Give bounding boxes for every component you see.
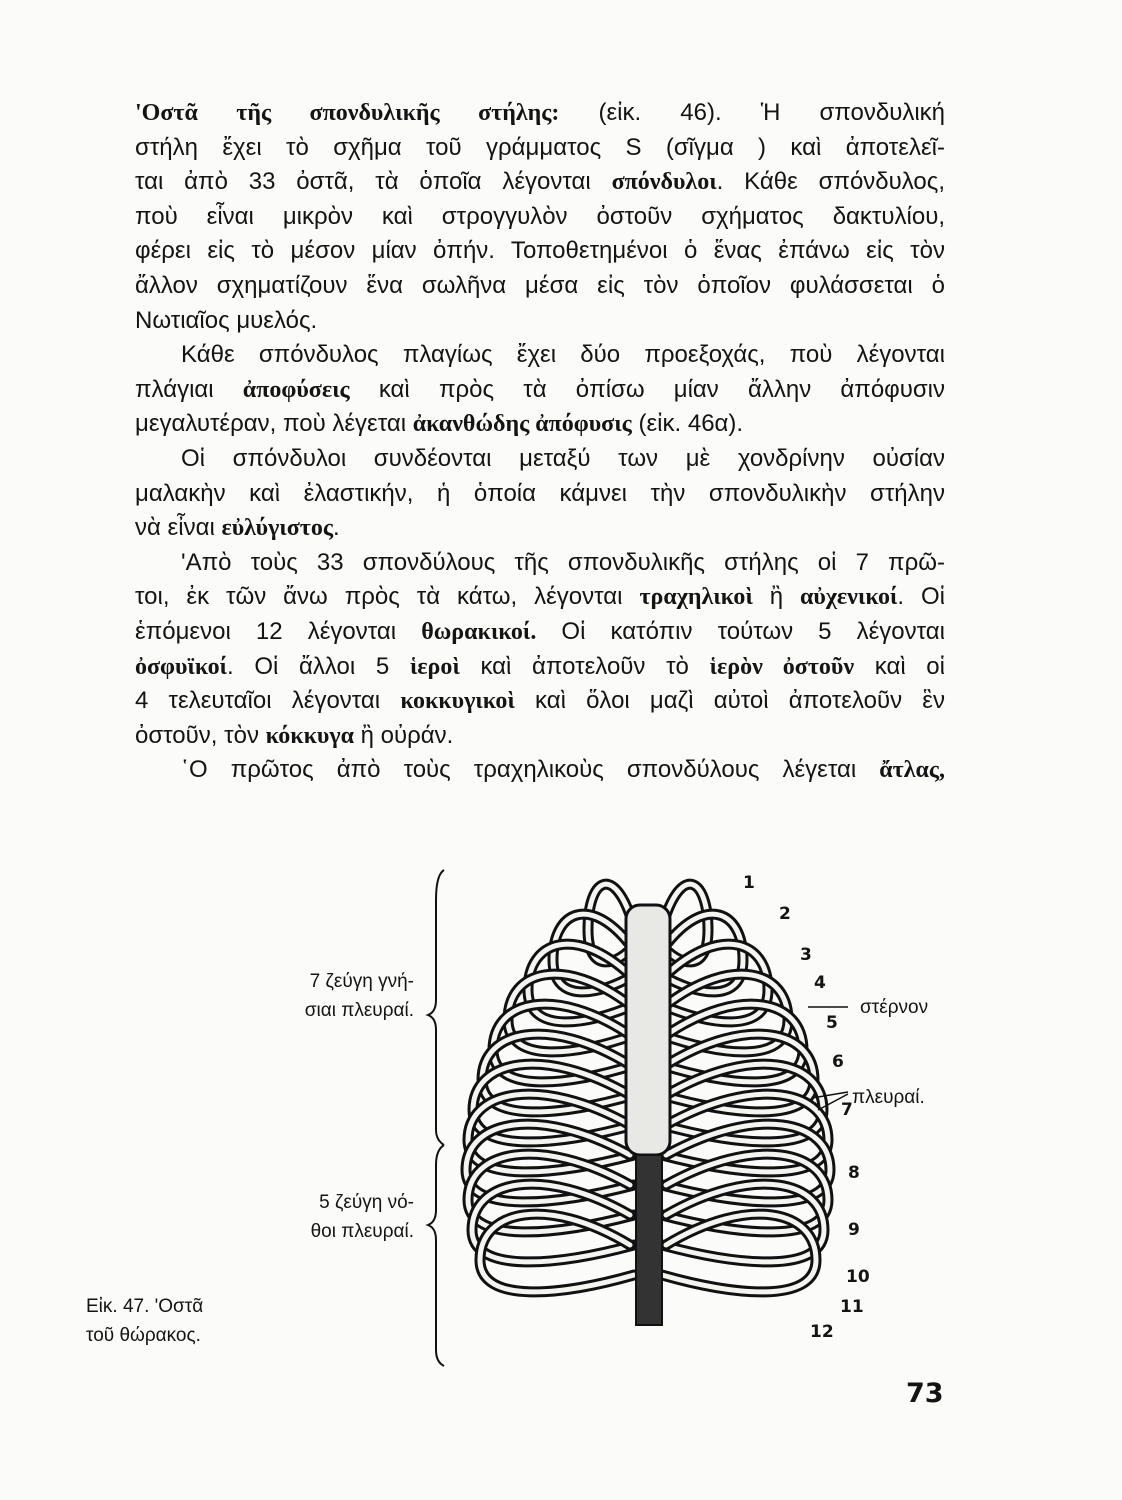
text-span: μαλακὴν καὶ ἐλαστικήν, ἡ ὁποία κάμνει τὴν σπονδυλικὴν στήλην: [135, 479, 945, 507]
text-span: στήλη ἔχει τὸ σχῆμα τοῦ γράμματος S (σῖγμα ) καὶ ἀποτελεῖ-: [135, 133, 945, 161]
text-span: ἢ οὐράν.: [353, 721, 454, 749]
bold-term: τραχηλικοὶ: [639, 584, 753, 611]
sternum-label: στέρνον: [860, 997, 929, 1018]
false-ribs-label-line: θοι πλευραί.: [310, 1221, 414, 1242]
text-span: (εἰκ. 46α).: [631, 410, 744, 438]
rib-number: 12: [810, 1322, 834, 1342]
bold-term: ἄτλας,: [879, 757, 945, 784]
text-span: .: [332, 514, 340, 542]
text-span: καὶ οἱ: [854, 652, 945, 680]
bold-term: θωρακικοί.: [421, 618, 537, 645]
text-span: ποὺ εἶναι μικρὸν καὶ στρογγυλὸν ὀστοῦν σχήματος δακτυλίου,: [135, 202, 945, 230]
spine: [636, 1155, 662, 1325]
rib-number: 10: [846, 1267, 870, 1287]
ribs-label: πλευραί.: [852, 1087, 925, 1108]
bold-term: εὐλύγιστος: [221, 515, 333, 542]
bold-term: σπόνδυλοι: [611, 169, 717, 196]
text-span: . Οἱ ἄλλοι 5: [227, 652, 410, 680]
text-span: φέρει εἰς τὸ μέσον μίαν ὀπήν. Τοποθετημένοι ὁ ἕνας ἐπάνω εἰς τὸν: [135, 237, 945, 265]
text-span: μεγαλυτέραν, ποὺ λέγεται: [135, 410, 413, 438]
page-number: 73: [906, 1378, 944, 1409]
text-span: Νωτιαῖος μυελός.: [135, 306, 318, 334]
text-span: 'Απὸ τοὺς 33 σπονδύλους τῆς σπονδυλικῆς στήλης οἱ 7 πρῶ-: [181, 548, 945, 576]
true-ribs-label-line: 7 ζεύγη γνή-: [309, 971, 414, 992]
rib-number: 1: [743, 873, 755, 893]
bold-term: ἱερὸν ὀστοῦν: [709, 653, 855, 680]
text-span: ἢ: [752, 583, 800, 611]
text-span: 4 τελευταῖοι λέγονται: [135, 687, 401, 715]
text-span: Κάθε σπόνδυλος πλαγίως ἔχει δύο προεξοχάς, ποὺ λέγονται: [181, 341, 945, 369]
rib-number: 6: [832, 1052, 844, 1072]
figure-caption-line: Εἰκ. 47. 'Οστᾶ: [86, 1296, 204, 1317]
text-span: ὀστοῦν, τὸν: [135, 721, 266, 749]
brace-false-ribs: [428, 1145, 444, 1366]
rib-number: 4: [814, 973, 826, 993]
brace-true-ribs: [428, 870, 444, 1145]
figure-caption-line: τοῦ θώρακος.: [86, 1325, 201, 1346]
text-span: (εἰκ. 46). Ἡ σπονδυλική: [559, 99, 946, 126]
bold-term: 'Οστᾶ τῆς σπονδυλικῆς στήλης:: [135, 100, 560, 126]
text-span: Οἱ σπόνδυλοι συνδέονται μεταξύ των μὲ χονδρίνην οὐσίαν: [181, 444, 945, 472]
rib-number: 11: [840, 1297, 864, 1317]
sternum: [626, 905, 670, 1155]
text-span: τοι, ἐκ τῶν ἄνω πρὸς τὰ κάτω, λέγονται: [135, 583, 640, 611]
text-span: καὶ πρὸς τὰ ὀπίσω μίαν ἄλλην ἀπόφυσιν: [349, 375, 945, 403]
bold-term: ἀκανθώδης ἀπόφυσις: [412, 411, 632, 438]
true-ribs-label-line: σιαι πλευραί.: [304, 1000, 414, 1021]
bold-term: ὀσφυϊκοί: [135, 653, 228, 680]
false-ribs-label-line: 5 ζεύγη νό-: [319, 1192, 414, 1213]
text-span: Οἱ κατόπιν τούτων 5 λέγονται: [536, 617, 945, 645]
text-span: ῾Ο πρῶτος ἀπὸ τοὺς τραχηλικοὺς σπονδύλους λέγεται: [181, 756, 880, 784]
rib-number: 3: [800, 945, 812, 965]
text-span: ἑπόμενοι 12 λέγονται: [135, 617, 422, 645]
text-span: νὰ εἶναι: [135, 514, 222, 542]
bold-term: κόκκυγα: [265, 722, 354, 749]
text-span: καὶ ὅλοι μαζὶ αὐτοὶ ἀποτελοῦν ἓν: [514, 687, 945, 715]
text-span: ται ἀπὸ 33 ὀστᾶ, τὰ ὁποῖα λέγονται: [135, 168, 612, 196]
text-span: . Κάθε σπόνδυλος,: [716, 168, 946, 196]
rib-number: 5: [826, 1013, 838, 1033]
text-span: καὶ ἀποτελοῦν τὸ: [459, 652, 710, 680]
rib-number: 9: [848, 1220, 860, 1240]
bold-term: ἱεροὶ: [409, 653, 460, 680]
text-span: . Οἱ: [897, 583, 945, 611]
bold-term: κοκκυγικοὶ: [400, 688, 515, 715]
text-span: ἄλλον σχηματίζουν ἕνα σωλῆνα μέσα εἰς τὸν ὁποῖον φυλάσσεται ὁ: [135, 271, 945, 299]
rib-number: 2: [779, 904, 791, 924]
rib-number: 7: [841, 1100, 853, 1120]
bold-term: αὐχενικοί: [799, 584, 898, 611]
bold-term: ἀποφύσεις: [242, 376, 350, 403]
text-span: πλάγιαι: [135, 375, 243, 403]
rib-number: 8: [848, 1163, 860, 1183]
